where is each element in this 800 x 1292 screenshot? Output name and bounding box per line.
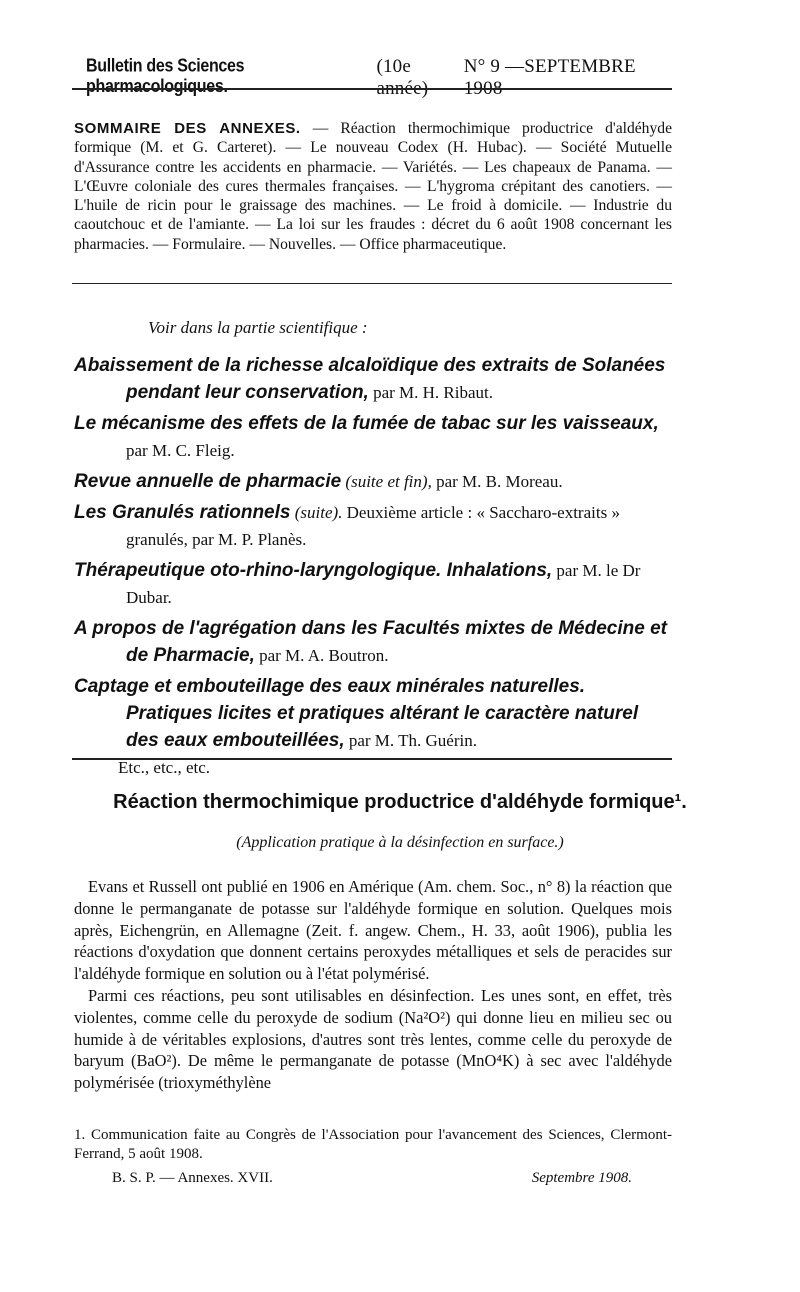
reference-author: par M. C. Fleig. — [126, 441, 235, 460]
reference-item: Revue annuelle de pharmacie (suite et fin), par M. B. Moreau. — [74, 471, 563, 492]
reference-item — [74, 615, 674, 669]
reference-title: Le mécanisme des effets de la fumée de tabac sur les vaisseaux, — [74, 413, 659, 434]
etc-line: Etc., etc., etc. — [118, 758, 211, 777]
header-rule — [72, 88, 672, 90]
article-title: Réaction thermochimique productrice d'aldéhyde formique¹. — [113, 791, 687, 813]
reference-title: A propos de l'agrégation dans les Facultés mixtes de Médecine et de Pharmacie, — [74, 618, 667, 666]
reference-item: Les Granulés rationnels (suite). Deuxième article : « Saccharo-extraits » granulés, par M. P. Planès. — [74, 502, 620, 549]
page-header — [86, 56, 670, 100]
year-info: (10e année) — [376, 56, 429, 99]
reference-author: par M. B. Moreau. — [431, 472, 563, 491]
reference-item — [74, 557, 674, 611]
reference-title: Abaissement de la richesse alcaloïdique des extraits de Solanées pendant leur conservation, — [74, 355, 666, 403]
journal-title: Bulletin des Sciences pharmacologiques. — [86, 56, 245, 97]
reference-item — [74, 352, 674, 406]
references-rule — [72, 758, 672, 760]
article-paragraph: Evans et Russell ont publié en 1906 en Amérique (Am. chem. Soc., n° 8) la réaction que donne le permanganate de potasse sur l'aldéhyde formique en solution. Quelques mois après, Eichengrün, en Allemagne (Zeit. f. angew. Chem., H. 33, août 1906), publia les réactions d'oxydation que donnent certains peroxydes métalliques et sels de peracides sur l'aldéhyde formique en solution ou à l'état polymérisé. — [74, 877, 672, 984]
reference-author: par M. A. Boutron. — [254, 646, 389, 665]
reference-title: Thérapeutique oto-rhino-laryngologique. Inhalations, — [74, 560, 553, 581]
reference-title: Captage et embouteillage des eaux minérales naturelles. Pratiques licites et pratiques altérant le caractère naturel des eaux embouteillées, — [74, 676, 639, 751]
summary-heading: SOMMAIRE DES ANNEXES. — [74, 120, 301, 137]
voir-heading: Voir dans la partie scientifique : — [148, 318, 368, 337]
page-footer — [112, 1170, 632, 1187]
article-subtitle: (Application pratique à la désinfection en surface.) — [236, 834, 564, 851]
reference-title: Revue annuelle de pharmacie — [74, 471, 342, 492]
footnote: 1. Communication faite au Congrès de l'Association pour l'avancement des Sciences, Clermont-Ferrand, 5 août 1908. — [74, 1127, 672, 1162]
reference-title: Les Granulés rationnels — [74, 502, 291, 523]
article-paragraph: Parmi ces réactions, peu sont utilisables en désinfection. Les unes sont, en effet, très violentes, comme celle du peroxyde de sodium (Na²O²) qui donne lieu en milieu sec ou humide à de véritables explosions, d'autres sont très lentes, comme celle du peroxyde de baryum (BaO²). De même le permanganate de potasse (MnO⁴K) à sec avec l'aldéhyde polymérisée (trioxyméthylène — [74, 985, 672, 1093]
reference-author: Deuxième article : « Saccharo-extraits » granulés, par M. P. Planès. — [126, 503, 620, 549]
article-body — [74, 876, 672, 1094]
reference-author: par M. le Dr Dubar. — [126, 561, 641, 607]
summary-text: — Réaction thermochimique productrice d'aldéhyde formique (M. et G. Carteret). — Le nouveau Codex (H. Hubac). — Société Mutuelle d'Assurance contre les accidents en pharmacie. — Variétés. — Les chapeaux de Panama. — L'Œuvre coloniale des cures thermales françaises. — L'hygroma crépitant des canotiers. — L'huile de ricin pour le graissage des machines. — Le froid à domicile. — Industrie du caoutchouc et de l'amiante. — La loi sur les fraudes : décret du 6 août 1908 concernant les pharmacies. — Formulaire. — Nouvelles. — Office pharmaceutique. — [74, 120, 672, 253]
summary-block — [74, 119, 672, 254]
reference-list — [74, 352, 674, 795]
footer-left: B. S. P. — Annexes. XVII. — [112, 1170, 273, 1186]
issue-number: N° 9 —SEPTEMBRE 1908 — [463, 56, 636, 99]
reference-item — [74, 673, 674, 754]
reference-item — [74, 410, 674, 464]
reference-author: par M. Th. Guérin. — [344, 731, 477, 750]
reference-author: par M. H. Ribaut. — [368, 383, 494, 402]
summary-rule — [72, 283, 672, 284]
footer-date: Septembre 1908. — [531, 1170, 632, 1186]
